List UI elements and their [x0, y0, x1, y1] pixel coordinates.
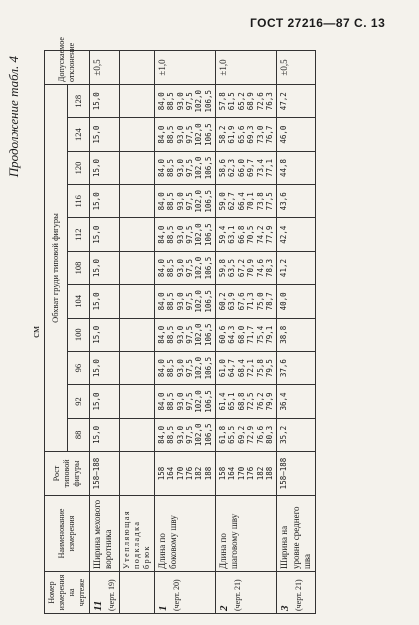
chest-col-header: 100	[67, 318, 90, 351]
value-cell: 46,0	[277, 118, 316, 151]
height-cell: 158—188	[90, 452, 120, 496]
value-cell: 84,0 88,5 93,0 97,5 102,0 106,5	[154, 318, 215, 351]
col-header-name: Наименование измерения	[45, 496, 90, 572]
chest-col-header: 120	[67, 151, 90, 184]
value-cell: 36,4	[277, 385, 316, 418]
value-cell: 15,0	[90, 285, 120, 318]
tolerance-cell: ±1,0	[154, 51, 215, 85]
value-cell	[119, 418, 154, 451]
value-cell: 15,0	[90, 151, 120, 184]
measure-number: 11	[92, 600, 104, 611]
measure-number-cell	[216, 572, 277, 614]
value-cell	[119, 251, 154, 284]
table-caption: Продолжение табл. 4	[6, 56, 21, 178]
value-cell	[119, 285, 154, 318]
height-cell	[119, 452, 154, 496]
value-cell: 59,4 63,1 66,8 70,5 74,2 77,9	[216, 218, 277, 251]
chest-col-header: 128	[67, 85, 90, 118]
value-cell: 84,0 88,5 93,0 97,5 102,0 106,5	[154, 85, 215, 118]
col-header-chest-group: Обхват груди типовой фигуры	[45, 85, 68, 452]
value-cell: 35,2	[277, 418, 316, 451]
value-cell: 15,0	[90, 418, 120, 451]
value-cell: 44,8	[277, 151, 316, 184]
tolerance-cell: ±1,0	[216, 51, 277, 85]
table-row	[154, 51, 215, 614]
measure-name: Длина по боковому шву	[154, 496, 215, 572]
chest-col-header: 108	[67, 251, 90, 284]
chest-col-header: 124	[67, 118, 90, 151]
value-cell: 38,8	[277, 318, 316, 351]
value-cell	[119, 351, 154, 384]
value-cell: 84,0 88,5 93,0 97,5 102,0 106,5	[154, 251, 215, 284]
height-cell: 158—188	[277, 452, 316, 496]
value-cell: 43,6	[277, 185, 316, 218]
value-cell	[119, 151, 154, 184]
measure-number: 3	[279, 605, 292, 611]
value-cell	[119, 85, 154, 118]
drawing-ref: (черт. 21)	[294, 579, 303, 611]
value-cell: 84,0 88,5 93,0 97,5 102,0 106,5	[154, 185, 215, 218]
measurement-table	[44, 37, 316, 614]
value-cell: 40,0	[277, 285, 316, 318]
chest-col-header: 88	[67, 418, 90, 451]
value-cell: 84,0 88,5 93,0 97,5 102,0 106,5	[154, 118, 215, 151]
value-cell	[119, 118, 154, 151]
measure-number: 1	[156, 605, 169, 611]
col-header-height: Рост типовой фигуры	[45, 452, 90, 496]
unit-label: см	[30, 326, 42, 338]
chest-col-header: 92	[67, 385, 90, 418]
col-header-tolerance: Допускаемое отклонение	[45, 51, 90, 85]
measure-name: Ширина на уровне среднего шва	[277, 496, 316, 572]
value-cell: 60,6 64,3 68,0 71,7 75,4 79,1	[216, 318, 277, 351]
value-cell: 15,0	[90, 385, 120, 418]
value-cell: 84,0 88,5 93,0 97,5 102,0 106,5	[154, 285, 215, 318]
measure-number-cell	[119, 572, 154, 614]
tolerance-cell: ±0,5	[277, 51, 316, 85]
measure-number-cell	[277, 572, 316, 614]
chest-col-header: 96	[67, 351, 90, 384]
table-row	[277, 51, 316, 614]
value-cell: 84,0 88,5 93,0 97,5 102,0 106,5	[154, 418, 215, 451]
value-cell: 84,0 88,5 93,0 97,5 102,0 106,5	[154, 351, 215, 384]
value-cell: 61,8 65,5 69,2 72,9 76,6 80,3	[216, 418, 277, 451]
value-cell: 60,2 63,9 67,6 71,3 75,0 78,7	[216, 285, 277, 318]
value-cell: 47,2	[277, 85, 316, 118]
section-heading: Утепляющая подкладка брюк	[119, 496, 154, 572]
table-row	[119, 51, 154, 614]
value-cell: 15,0	[90, 185, 120, 218]
tolerance-cell: ±0,5	[90, 51, 120, 85]
measure-number-cell	[154, 572, 215, 614]
chest-col-header: 104	[67, 285, 90, 318]
value-cell	[119, 218, 154, 251]
chest-col-header: 116	[67, 185, 90, 218]
table-row	[216, 51, 277, 614]
value-cell	[119, 385, 154, 418]
rotated-table-page	[0, 37, 419, 620]
page-number-header: ГОСТ 27216—87 С. 13	[250, 16, 386, 30]
value-cell: 58,6 62,3 66,0 69,7 73,4 77,1	[216, 151, 277, 184]
value-cell: 61,4 65,1 68,8 72,5 76,2 79,9	[216, 385, 277, 418]
value-cell: 15,0	[90, 118, 120, 151]
value-cell: 37,6	[277, 351, 316, 384]
drawing-ref: (черт. 21)	[232, 579, 242, 611]
value-cell: 61,0 64,7 68,4 72,1 75,8 79,5	[216, 351, 277, 384]
value-cell: 15,0	[90, 318, 120, 351]
col-header-number: Номер измерения на чертеже	[45, 572, 90, 614]
value-cell: 59,8 63,5 67,2 70,9 74,6 78,3	[216, 251, 277, 284]
value-cell	[119, 185, 154, 218]
value-cell: 58,2 61,9 65,6 69,3 73,0 76,7	[216, 118, 277, 151]
value-cell: 41,2	[277, 251, 316, 284]
value-cell: 59,0 62,7 66,4 70,1 73,8 77,5	[216, 185, 277, 218]
measure-number: 2	[218, 605, 230, 611]
value-cell: 15,0	[90, 218, 120, 251]
drawing-ref: (черт. 20)	[171, 579, 181, 611]
value-cell: 84,0 88,5 93,0 97,5 102,0 106,5	[154, 385, 215, 418]
measure-name: Ширина мехового воротника	[90, 496, 120, 572]
tolerance-cell	[119, 51, 154, 85]
drawing-ref: (черт. 19)	[106, 579, 116, 611]
value-cell: 84,0 88,5 93,0 97,5 102,0 106,5	[154, 218, 215, 251]
value-cell: 15,0	[90, 85, 120, 118]
table-row	[90, 51, 120, 614]
height-cell: 158 164 170 176 182 188	[154, 452, 215, 496]
measure-number-cell	[90, 572, 120, 614]
value-cell: 84,0 88,5 93,0 97,5 102,0 106,5	[154, 151, 215, 184]
value-cell	[119, 318, 154, 351]
value-cell: 15,0	[90, 251, 120, 284]
measure-name: Длина по шаговому шву	[216, 496, 277, 572]
value-cell: 15,0	[90, 351, 120, 384]
value-cell: 57,8 61,5 65,2 68,9 72,6 76,3	[216, 85, 277, 118]
value-cell: 42,4	[277, 218, 316, 251]
height-cell: 158 164 170 176 182 188	[216, 452, 277, 496]
chest-col-header: 112	[67, 218, 90, 251]
